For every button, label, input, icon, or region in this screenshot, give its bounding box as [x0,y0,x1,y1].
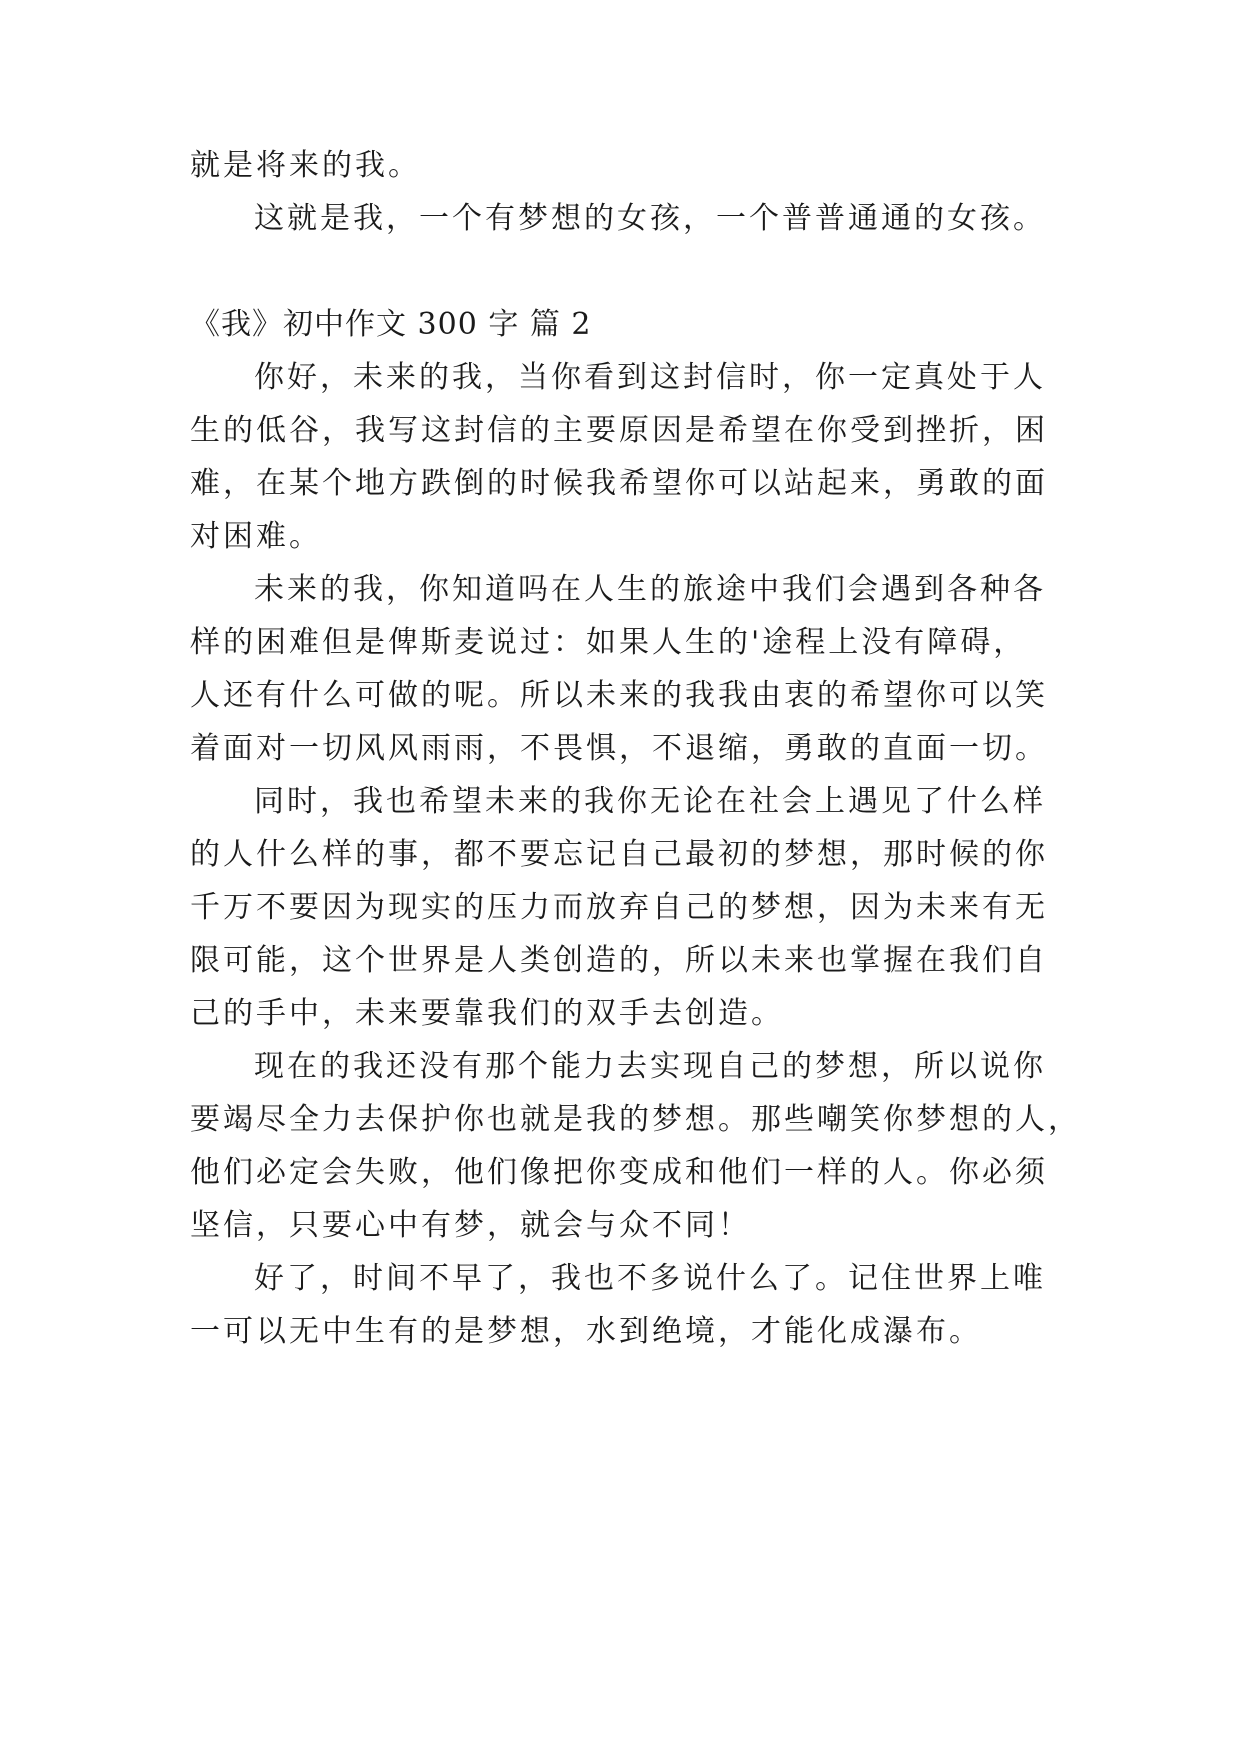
paragraph-2-line-1: 未来的我，你知道吗在人生的旅途中我们会遇到各种各 [254,572,1046,607]
paragraph-3-line-3: 千万不要因为现实的压力而放弃自己的梦想，因为未来有无 [190,890,1048,925]
paragraph-2-line-2: 样的困难但是俾斯麦说过：如果人生的'途程上没有障碍， [190,625,1027,660]
paragraph-5-line-2: 一可以无中生有的是梦想，水到绝境，才能化成瀑布。 [190,1314,982,1349]
paragraph-1-line-1: 你好，未来的我，当你看到这封信时，你一定真处于人 [254,360,1046,395]
paragraph-1-line-4: 对困难。 [190,519,322,554]
paragraph-5-line-1: 好了，时间不早了，我也不多说什么了。记住世界上唯 [254,1261,1046,1296]
paragraph-2-line-3: 人还有什么可做的呢。所以未来的我我由衷的希望你可以笑 [190,678,1048,713]
prev-section-line-1: 就是将来的我。 [190,148,421,183]
paragraph-1-line-2: 生的低谷，我写这封信的主要原因是希望在你受到挫折，困 [190,413,1048,448]
section-title: 《我》初中作文 300 字 篇 2 [190,307,592,342]
paragraph-4-line-4: 坚信，只要心中有梦，就会与众不同！ [190,1208,751,1243]
paragraph-4-line-3: 他们必定会失败，他们像把你变成和他们一样的人。你必须 [190,1155,1048,1190]
paragraph-1-line-3: 难，在某个地方跌倒的时候我希望你可以站起来，勇敢的面 [190,466,1048,501]
paragraph-3-line-5: 己的手中，未来要靠我们的双手去创造。 [190,996,784,1031]
paragraph-3-line-2: 的人什么样的事，都不要忘记自己最初的梦想，那时候的你 [190,837,1048,872]
paragraph-3-line-4: 限可能，这个世界是人类创造的，所以未来也掌握在我们自 [190,943,1048,978]
paragraph-2-line-4: 着面对一切风风雨雨，不畏惧，不退缩，勇敢的直面一切。 [190,731,1048,766]
paragraph-4-line-1: 现在的我还没有那个能力去实现自己的梦想，所以说你 [254,1049,1046,1084]
paragraph-3-line-1: 同时，我也希望未来的我你无论在社会上遇见了什么样 [254,784,1046,819]
prev-section-closing-line: 这就是我，一个有梦想的女孩，一个普普通通的女孩。 [254,201,1046,236]
paragraph-4-line-2: 要竭尽全力去保护你也就是我的梦想。那些嘲笑你梦想的人， [190,1102,1081,1137]
